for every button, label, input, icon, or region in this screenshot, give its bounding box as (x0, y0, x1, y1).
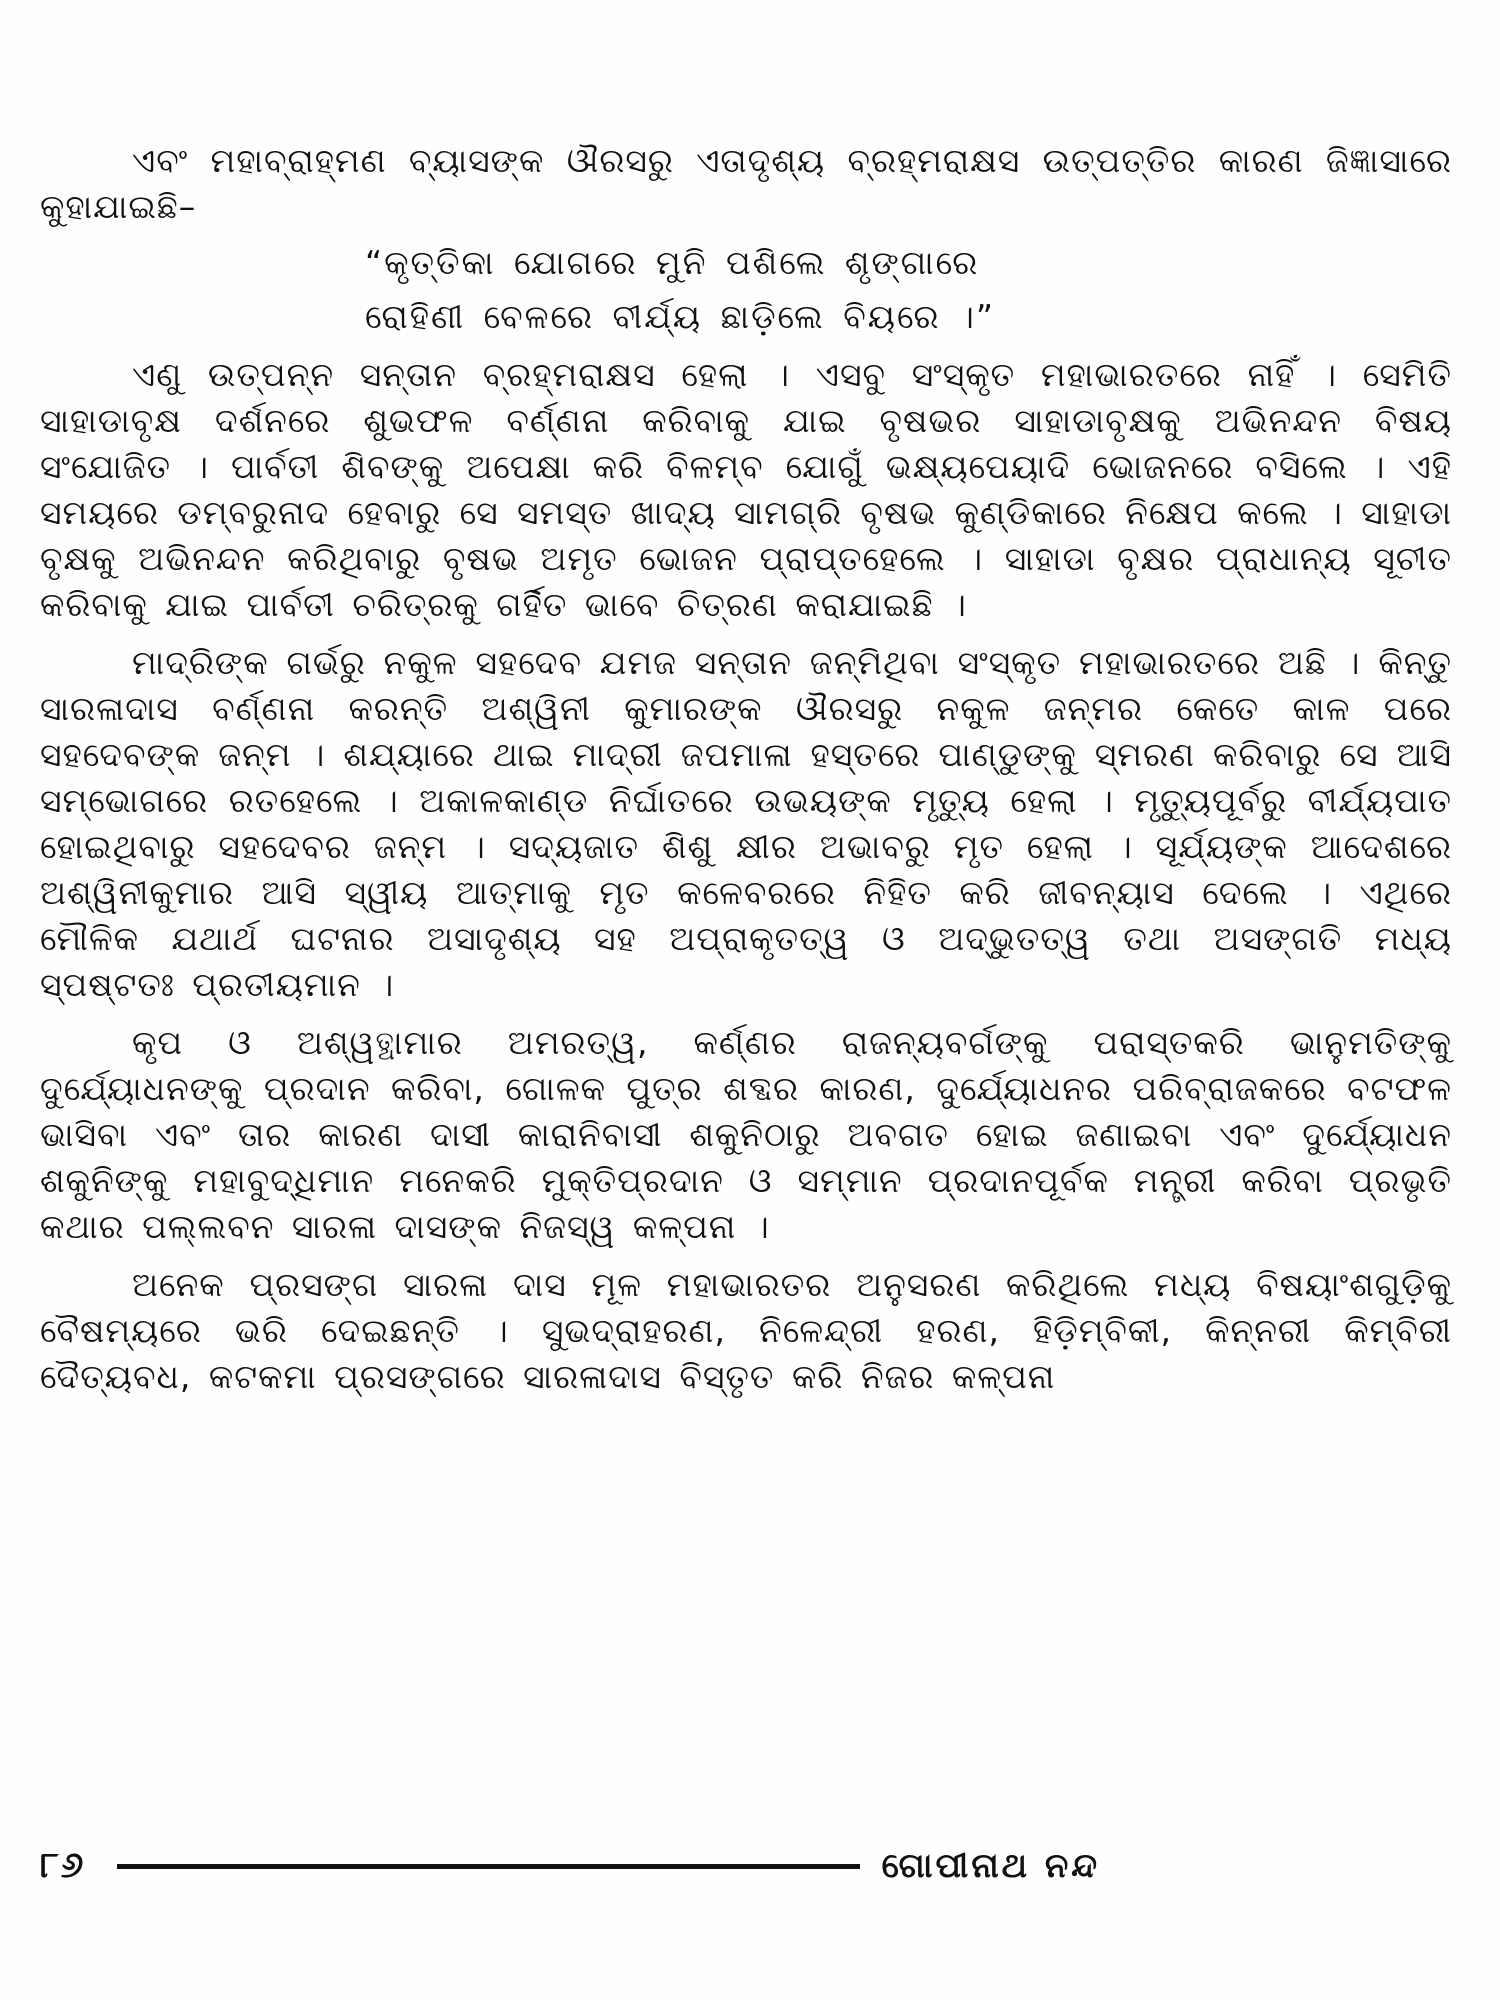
paragraph-kripa: କୃପ ଓ ଅଶ୍ୱତ୍ଥାମାର ଅମରତ୍ୱ, କର୍ଣ୍ଣର ରାଜନ୍ୟବର୍ଗଙ୍କୁ ପରାସ୍ତକରି ଭାନୁମତିଙ୍କୁ ଦୁର୍ଯ୍ୟୋଧନଙ୍କୁ ପ୍ରଦାନ କରିବା, ଗୋଳକ ପୁତ୍ର ଶବ୍ଦର କାରଣ, ଦୁର୍ଯ୍ୟୋଧନର ପରିବ୍ରାଜକରେ ବଟଫଳ ଭାସିବା ଏବଂ ତାର କାରଣ ଦାସୀ କାରାନିବାସୀ ଶକୁନିଠାରୁ ଅବଗତ ହୋଇ ଜଣାଇବା ଏବଂ ଦୁର୍ଯ୍ୟୋଧନ ଶକୁନିଙ୍କୁ ମହାବୁଦ୍ଧିମାନ ମନେକରି ମୁକ୍ତିପ୍ରଦାନ ଓ ସମ୍ମାନ ପ୍ରଦାନପୂର୍ବକ ମନ୍ତ୍ରୀ କରିବା ପ୍ରଭୃତି କଥାର ପଲ୍ଲବନ ସାରଳା ଦାସଙ୍କ ନିଜସ୍ୱ କଳ୍ପନା । (40, 1023, 1452, 1246)
paragraph-prasanga: ଅନେକ ପ୍ରସଙ୍ଗ ସାରଳା ଦାସ ମୂଳ ମହାଭାରତର ଅନୁସରଣ କରିଥିଲେ ମଧ୍ୟ ବିଷୟାଂଶଗୁଡ଼ିକୁ ବୈଷମ୍ୟରେ ଭରି ଦେଇଛନ୍ତି । ସୁଭଦ୍ରାହରଣ, ନିଳେନ୍ଦ୍ରୀ ହରଣ, ହିଡ଼ିମ୍ବିକୀ, କିନ୍ନରୀ କିମ୍ବିରୀ ଦୈତ୍ୟବଧ, କଟକମା ପ୍ରସଙ୍ଗରେ ସାରଳାଦାସ ବିସ୍ତୃତ କରି ନିଜର କଳ୍ପନା (40, 1265, 1452, 1396)
footer-rule (117, 1864, 859, 1869)
paragraph-intro: ଏବଂ ମହାବ୍ରାହ୍ମଣ ବ୍ୟାସଙ୍କ ଔରସରୁ ଏତାଦୃଶ୍ୟ ବ୍ରହ୍ମରାକ୍ଷସ ଉତ୍ପତ୍ତିର କାରଣ ଜିଜ୍ଞାସାରେ କୁହାଯାଇଛି– (40, 141, 1452, 226)
page-footer (40, 1840, 1100, 1892)
verse-quote (365, 236, 1452, 344)
verse-line-2: ରୋହିଣୀ ବେଳରେ ବୀର୍ଯ୍ୟ ଛାଡ଼ିଲେ ବିୟରେ ।” (365, 297, 995, 336)
author-name: ଗୋପୀନାଥ ନନ୍ଦ (881, 1846, 1100, 1886)
verse-line-1: “କୃତ୍ତିକା ଯୋଗରେ ମୁନି ପଶିଲେ ଶୃଙ୍ଗାରେ (365, 243, 980, 282)
body-text (40, 138, 1452, 1412)
paragraph-madri: ମାଦ୍ରିଙ୍କ ଗର୍ଭରୁ ନକୁଳ ସହଦେବ ଯମଜ ସନ୍ତାନ ଜନ୍ମିଥିବା ସଂସ୍କୃତ ମହାଭାରତରେ ଅଛି । କିନ୍ତୁ ସାରଳାଦାସ ବର୍ଣ୍ଣନା କରନ୍ତି ଅଶ୍ୱିନୀ କୁମାରଙ୍କ ଔରସରୁ ନକୁଳ ଜନ୍ମର କେତେ କାଳ ପରେ ସହଦେବଙ୍କ ଜନ୍ମ । ଶଯ୍ୟାରେ ଥାଇ ମାଦ୍ରୀ ଜପମାଳା ହସ୍ତରେ ପାଣ୍ଡୁଙ୍କୁ ସ୍ମରଣ କରିବାରୁ ସେ ଆସି ସମ୍ଭୋଗରେ ରତହେଲେ । ଅକାଳକାଣ୍ଡ ନିର୍ଘାତରେ ଉଭୟଙ୍କ ମୃତ୍ୟୁ ହେଲା । ମୃତ୍ୟୁପୂର୍ବରୁ ବୀର୍ଯ୍ୟପାତ ହୋଇଥିବାରୁ ସହଦେବର ଜନ୍ମ । ସଦ୍ୟଜାତ ଶିଶୁ କ୍ଷୀର ଅଭାବରୁ ମୃତ ହେଲା । ସୂର୍ଯ୍ୟଙ୍କ ଆଦେଶରେ ଅଶ୍ୱିନୀକୁମାର ଆସି ସ୍ୱୀୟ ଆତ୍ମାକୁ ମୃତ କଳେବରରେ ନିହିତ କରି ଜୀବନ୍ୟାସ ଦେଲେ । ଏଥିରେ ମୌଳିକ ଯଥାର୍ଥ ଘଟନାର ଅସାଦୃଶ୍ୟ ସହ ଅପ୍ରାକୃତତ୍ୱ ଓ ଅଦ୍ଭୁତତ୍ୱ ତଥା ଅସଙ୍ଗତି ମଧ୍ୟ ସ୍ପଷ୍ଟତଃ ପ୍ରତୀୟମାନ । (40, 643, 1452, 1004)
page-number: ୮୬ (40, 1845, 86, 1886)
paragraph-brahmarakshasa: ଏଣୁ ଉତ୍ପନ୍ନ ସନ୍ତାନ ବ୍ରହ୍ମରାକ୍ଷସ ହେଲା । ଏସବୁ ସଂସ୍କୃତ ମହାଭାରତରେ ନାହିଁ । ସେମିତି ସାହାଡାବୃକ୍ଷ ଦର୍ଶନରେ ଶୁଭଫଳ ବର୍ଣ୍ଣନା କରିବାକୁ ଯାଇ ବୃଷଭର ସାହାଡାବୃକ୍ଷକୁ ଅଭିନନ୍ଦନ ବିଷୟ ସଂଯୋଜିତ । ପାର୍ବତୀ ଶିବଙ୍କୁ ଅପେକ୍ଷା କରି ବିଳମ୍ବ ଯୋଗୁଁ ଭକ୍ଷ୍ୟପେୟାଦି ଭୋଜନରେ ବସିଲେ । ଏହି ସମୟରେ ଡମ୍ବରୁନାଦ ହେବାରୁ ସେ ସମସ୍ତ ଖାଦ୍ୟ ସାମଗ୍ରି ବୃଷଭ କୁଣ୍ଡିକାରେ ନିକ୍ଷେପ କଲେ । ସାହାଡା ବୃକ୍ଷକୁ ଅଭିନନ୍ଦନ କରିଥିବାରୁ ବୃଷଭ ଅମୃତ ଭୋଜନ ପ୍ରାପ୍ତହେଲେ । ସାହାଡା ବୃକ୍ଷର ପ୍ରାଧାନ୍ୟ ସୂଚୀତ କରିବାକୁ ଯାଇ ପାର୍ବତୀ ଚରିତ୍ରକୁ ଗର୍ହିତ ଭାବେ ଚିତ୍ରଣ କରାଯାଇଛି । (40, 355, 1452, 624)
